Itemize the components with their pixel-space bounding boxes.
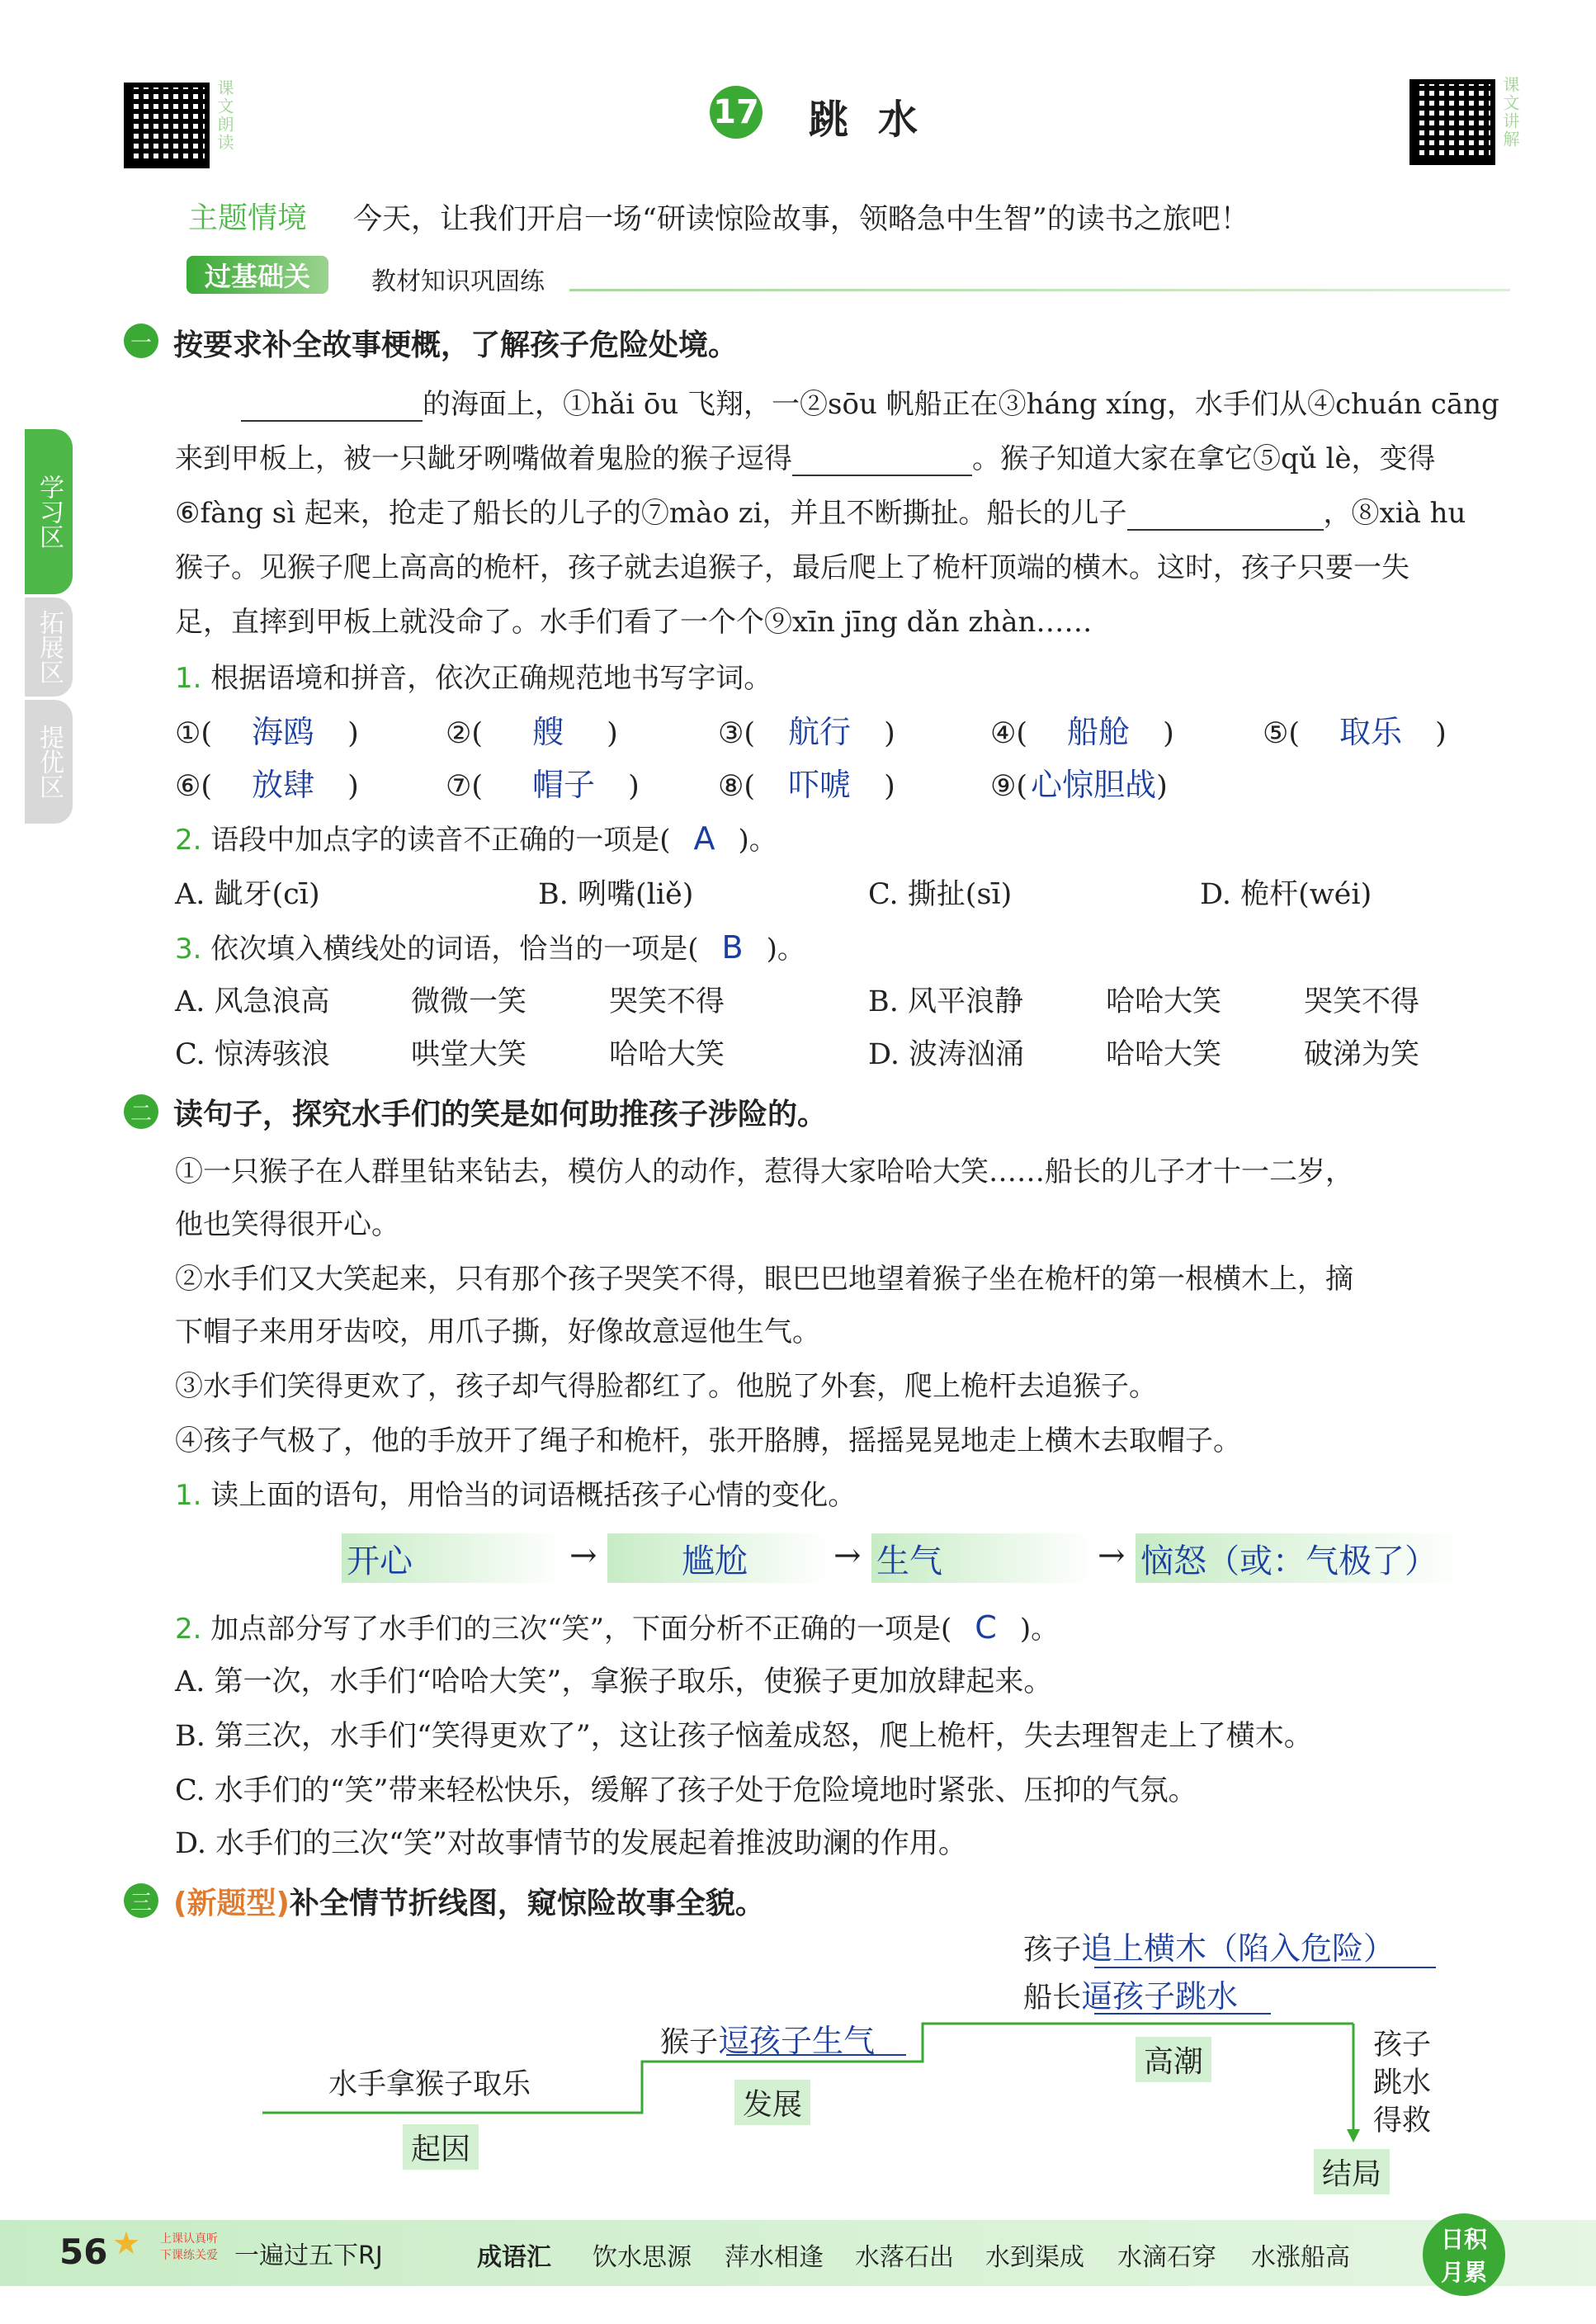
cause-label: 起因	[403, 2124, 479, 2170]
sentence-1a: ①一只猴子在人群里钻来钻去，模仿人的动作，惹得大家哈哈大笑……船长的儿子才十一二岁，	[175, 1155, 1353, 1188]
dev-text: 猴子逗孩子生气	[660, 2023, 876, 2059]
q1-3-option-a-2: 微微一笑	[411, 985, 527, 1018]
end-text-3: 得救	[1373, 2104, 1432, 2137]
stamp-badge	[1423, 2213, 1505, 2296]
qr-right-tag: 课文讲解	[1500, 76, 1520, 149]
stamp-line-1: 日积	[1440, 2226, 1487, 2253]
end-text-1: 孩子	[1373, 2029, 1432, 2062]
side-tab-extend[interactable]: 拓展区	[25, 598, 73, 697]
q1-3-option-d-3: 破涕为笑	[1304, 1038, 1420, 1071]
side-tab-study[interactable]: 学习区	[25, 429, 73, 594]
sentence-2a: ②水手们又大笑起来，只有那个孩子哭笑不得，眼巴巴地望着猴子坐在桅杆的第一根横木上，摘	[175, 1263, 1353, 1296]
book-name: 一遍过五下RJ	[234, 2241, 383, 2270]
q1-1-answer-8: ⑧( 吓唬 )	[718, 767, 895, 803]
plot-arrow-head	[1347, 2129, 1360, 2142]
flow-box-2: 尴尬	[607, 1533, 830, 1583]
q1-1-answer-7: ⑦( 帽子 )	[446, 767, 640, 803]
section3-badge: 三	[124, 1883, 158, 1918]
cause-text: 水手拿猴子取乐	[328, 2068, 531, 2101]
lesson-number: 17	[710, 86, 763, 139]
flow-arrow-3: →	[1098, 1537, 1126, 1575]
climax-label: 高潮	[1136, 2037, 1211, 2082]
passage-line-3: ⑥fàng sì 起来，抢走了船长的儿子的⑦mào zi，并且不断撕扯。船长的儿子 ，⑧xià hu	[175, 497, 1466, 530]
q1-3-option-c-3: 哈哈大笑	[609, 1038, 725, 1071]
q1-1-answer-1: ①( 海鸥 )	[175, 714, 359, 750]
flow-box-3: 生气	[871, 1533, 1094, 1583]
section2-badge: 二	[124, 1094, 158, 1129]
page-number: 56	[59, 2232, 108, 2272]
slogan-2: 下课练关爱	[160, 2249, 218, 2262]
dev-label: 发展	[734, 2080, 810, 2125]
q1-2-text: 2. 语段中加点字的读音不正确的一项是( A )。	[175, 820, 777, 857]
passage-line-1: 的海面上，①hǎi ōu 飞翔，一②sōu 帆船正在③háng xíng，水手们从④chuán cāng	[241, 381, 1499, 422]
q1-2-option-c: C. 撕扯(sī)	[868, 878, 1013, 911]
idiom-5: 水滴石穿	[1117, 2243, 1216, 2272]
flow-arrow-1: →	[569, 1537, 597, 1575]
slogan-1: 上课认真听	[160, 2232, 218, 2246]
q1-3-option-d-2: 哈哈大笑	[1106, 1038, 1222, 1071]
climax-text-1: 孩子追上横木（陷入危险）	[1023, 1930, 1395, 1967]
flow-box-1: 开心	[342, 1533, 564, 1583]
section1-badge: 一	[124, 324, 158, 358]
sentence-1b: 他也笑得很开心。	[175, 1208, 399, 1241]
q1-3-option-b-3: 哭笑不得	[1304, 985, 1420, 1018]
q1-1-answer-6: ⑥( 放肆 )	[175, 767, 359, 803]
section-banner: 过基础关	[187, 256, 328, 294]
banner-subtitle: 教材知识巩固练	[371, 267, 545, 296]
q1-2-option-b: B. 咧嘴(liě)	[538, 878, 694, 911]
q1-3-option-b: B. 风平浪静	[868, 985, 1023, 1018]
sentence-3: ③水手们笑得更欢了，孩子却气得脸都红了。他脱了外套，爬上桅杆去追猴子。	[175, 1370, 1157, 1403]
q1-3-option-a: A. 风急浪高	[175, 985, 330, 1018]
passage-line-4: 猴子。见猴子爬上高高的桅杆，孩子就去追猴子，最后爬上了桅杆顶端的横木。这时，孩子只要一失	[175, 551, 1409, 584]
q1-2-option-d: D. 桅杆(wéi)	[1200, 878, 1372, 911]
q2-2-option-b: B. 第三次，水手们“笑得更欢了”，这让孩子恼羞成怒，爬上桅杆，失去理智走上了横木。	[175, 1720, 1313, 1753]
lesson-title: 跳水	[809, 97, 948, 143]
q1-1-text: 1. 根据语境和拼音，依次正确规范地书写字词。	[175, 662, 772, 695]
intro-label: 主题情境	[188, 201, 308, 235]
q2-2-option-d: D. 水手们的三次“笑”对故事情节的发展起着推波助澜的作用。	[175, 1827, 967, 1860]
q1-3-option-b-2: 哈哈大笑	[1106, 985, 1222, 1018]
idiom-6: 水涨船高	[1251, 2243, 1350, 2272]
climax-text-2: 船长逼孩子跳水	[1023, 1978, 1239, 2015]
q1-3-text: 3. 依次填入横线处的词语，恰当的一项是( B )。	[175, 929, 805, 966]
q2-2-option-a: A. 第一次，水手们“哈哈大笑”，拿猴子取乐，使猴子更加放肆起来。	[175, 1665, 1053, 1698]
passage-line-5: 足，直摔到甲板上就没命了。水手们看了一个个⑨xīn jīng dǎn zhàn……	[175, 606, 1093, 639]
idiom-2: 萍水相逢	[725, 2243, 824, 2272]
passage-line-2: 来到甲板上，被一只龇牙咧嘴做着鬼脸的猴子逗得 。猴子知道大家在拿它⑤qǔ lè，变得	[175, 442, 1436, 475]
end-label: 结局	[1314, 2149, 1390, 2194]
section1-title: 按要求补全故事梗概，了解孩子危险处境。	[173, 328, 739, 362]
stamp-line-2: 月累	[1440, 2259, 1487, 2286]
q1-1-answer-2: ②( 艘 )	[446, 714, 618, 750]
q2-1-text: 1. 读上面的语句，用恰当的词语概括孩子心情的变化。	[175, 1479, 857, 1512]
idiom-3: 水落石出	[855, 2243, 954, 2272]
q1-1-answer-3: ③( 航行 )	[718, 714, 895, 750]
q1-1-answer-5: ⑤( 取乐 )	[1263, 714, 1447, 750]
idiom-1: 饮水思源	[593, 2243, 692, 2272]
q1-1-answer-9: ⑨( 心惊胆战)	[990, 767, 1168, 803]
q1-3-option-d: D. 波涛汹涌	[868, 1038, 1025, 1071]
q2-2-text: 2. 加点部分写了水手们的三次“笑”，下面分析不正确的一项是( C )。	[175, 1609, 1060, 1646]
q1-3-option-a-3: 哭笑不得	[609, 985, 725, 1018]
q2-2-option-c: C. 水手们的“笑”带来轻松快乐，缓解了孩子处于危险境地时紧张、压抑的气氛。	[175, 1774, 1197, 1807]
sentence-4: ④孩子气极了，他的手放开了绳子和桅杆，张开胳膊，摇摇晃晃地走上横木去取帽子。	[175, 1424, 1241, 1457]
sentence-2b: 下帽子来用牙齿咬，用爪子撕，好像故意逗他生气。	[175, 1316, 820, 1349]
section3-title: (新题型)补全情节折线图，窥惊险故事全貌。	[173, 1887, 765, 1920]
idiom-4: 水到渠成	[985, 2243, 1084, 2272]
idiom-label: 成语汇	[477, 2243, 551, 2272]
q1-3-option-c: C. 惊涛骇浪	[175, 1038, 330, 1071]
q1-2-option-a: A. 龇牙(cī)	[175, 878, 320, 911]
q1-1-answer-4: ④( 船舱 )	[990, 714, 1174, 750]
flow-box-4: 恼怒（或：气极了）	[1136, 1533, 1466, 1583]
section2-title: 读句子，探究水手们的笑是如何助推孩子涉险的。	[173, 1098, 828, 1131]
qr-left-tag: 课文朗读	[215, 79, 234, 152]
star-icon: ★	[112, 2225, 141, 2261]
flow-arrow-2: →	[833, 1537, 862, 1575]
q1-3-option-c-2: 哄堂大笑	[411, 1038, 527, 1071]
side-tab-advance[interactable]: 提优区	[25, 700, 73, 824]
end-text-2: 跳水	[1373, 2067, 1432, 2100]
intro-text: 今天，让我们开启一场“研读惊险故事，领略急中生智”的读书之旅吧！	[353, 203, 1249, 236]
